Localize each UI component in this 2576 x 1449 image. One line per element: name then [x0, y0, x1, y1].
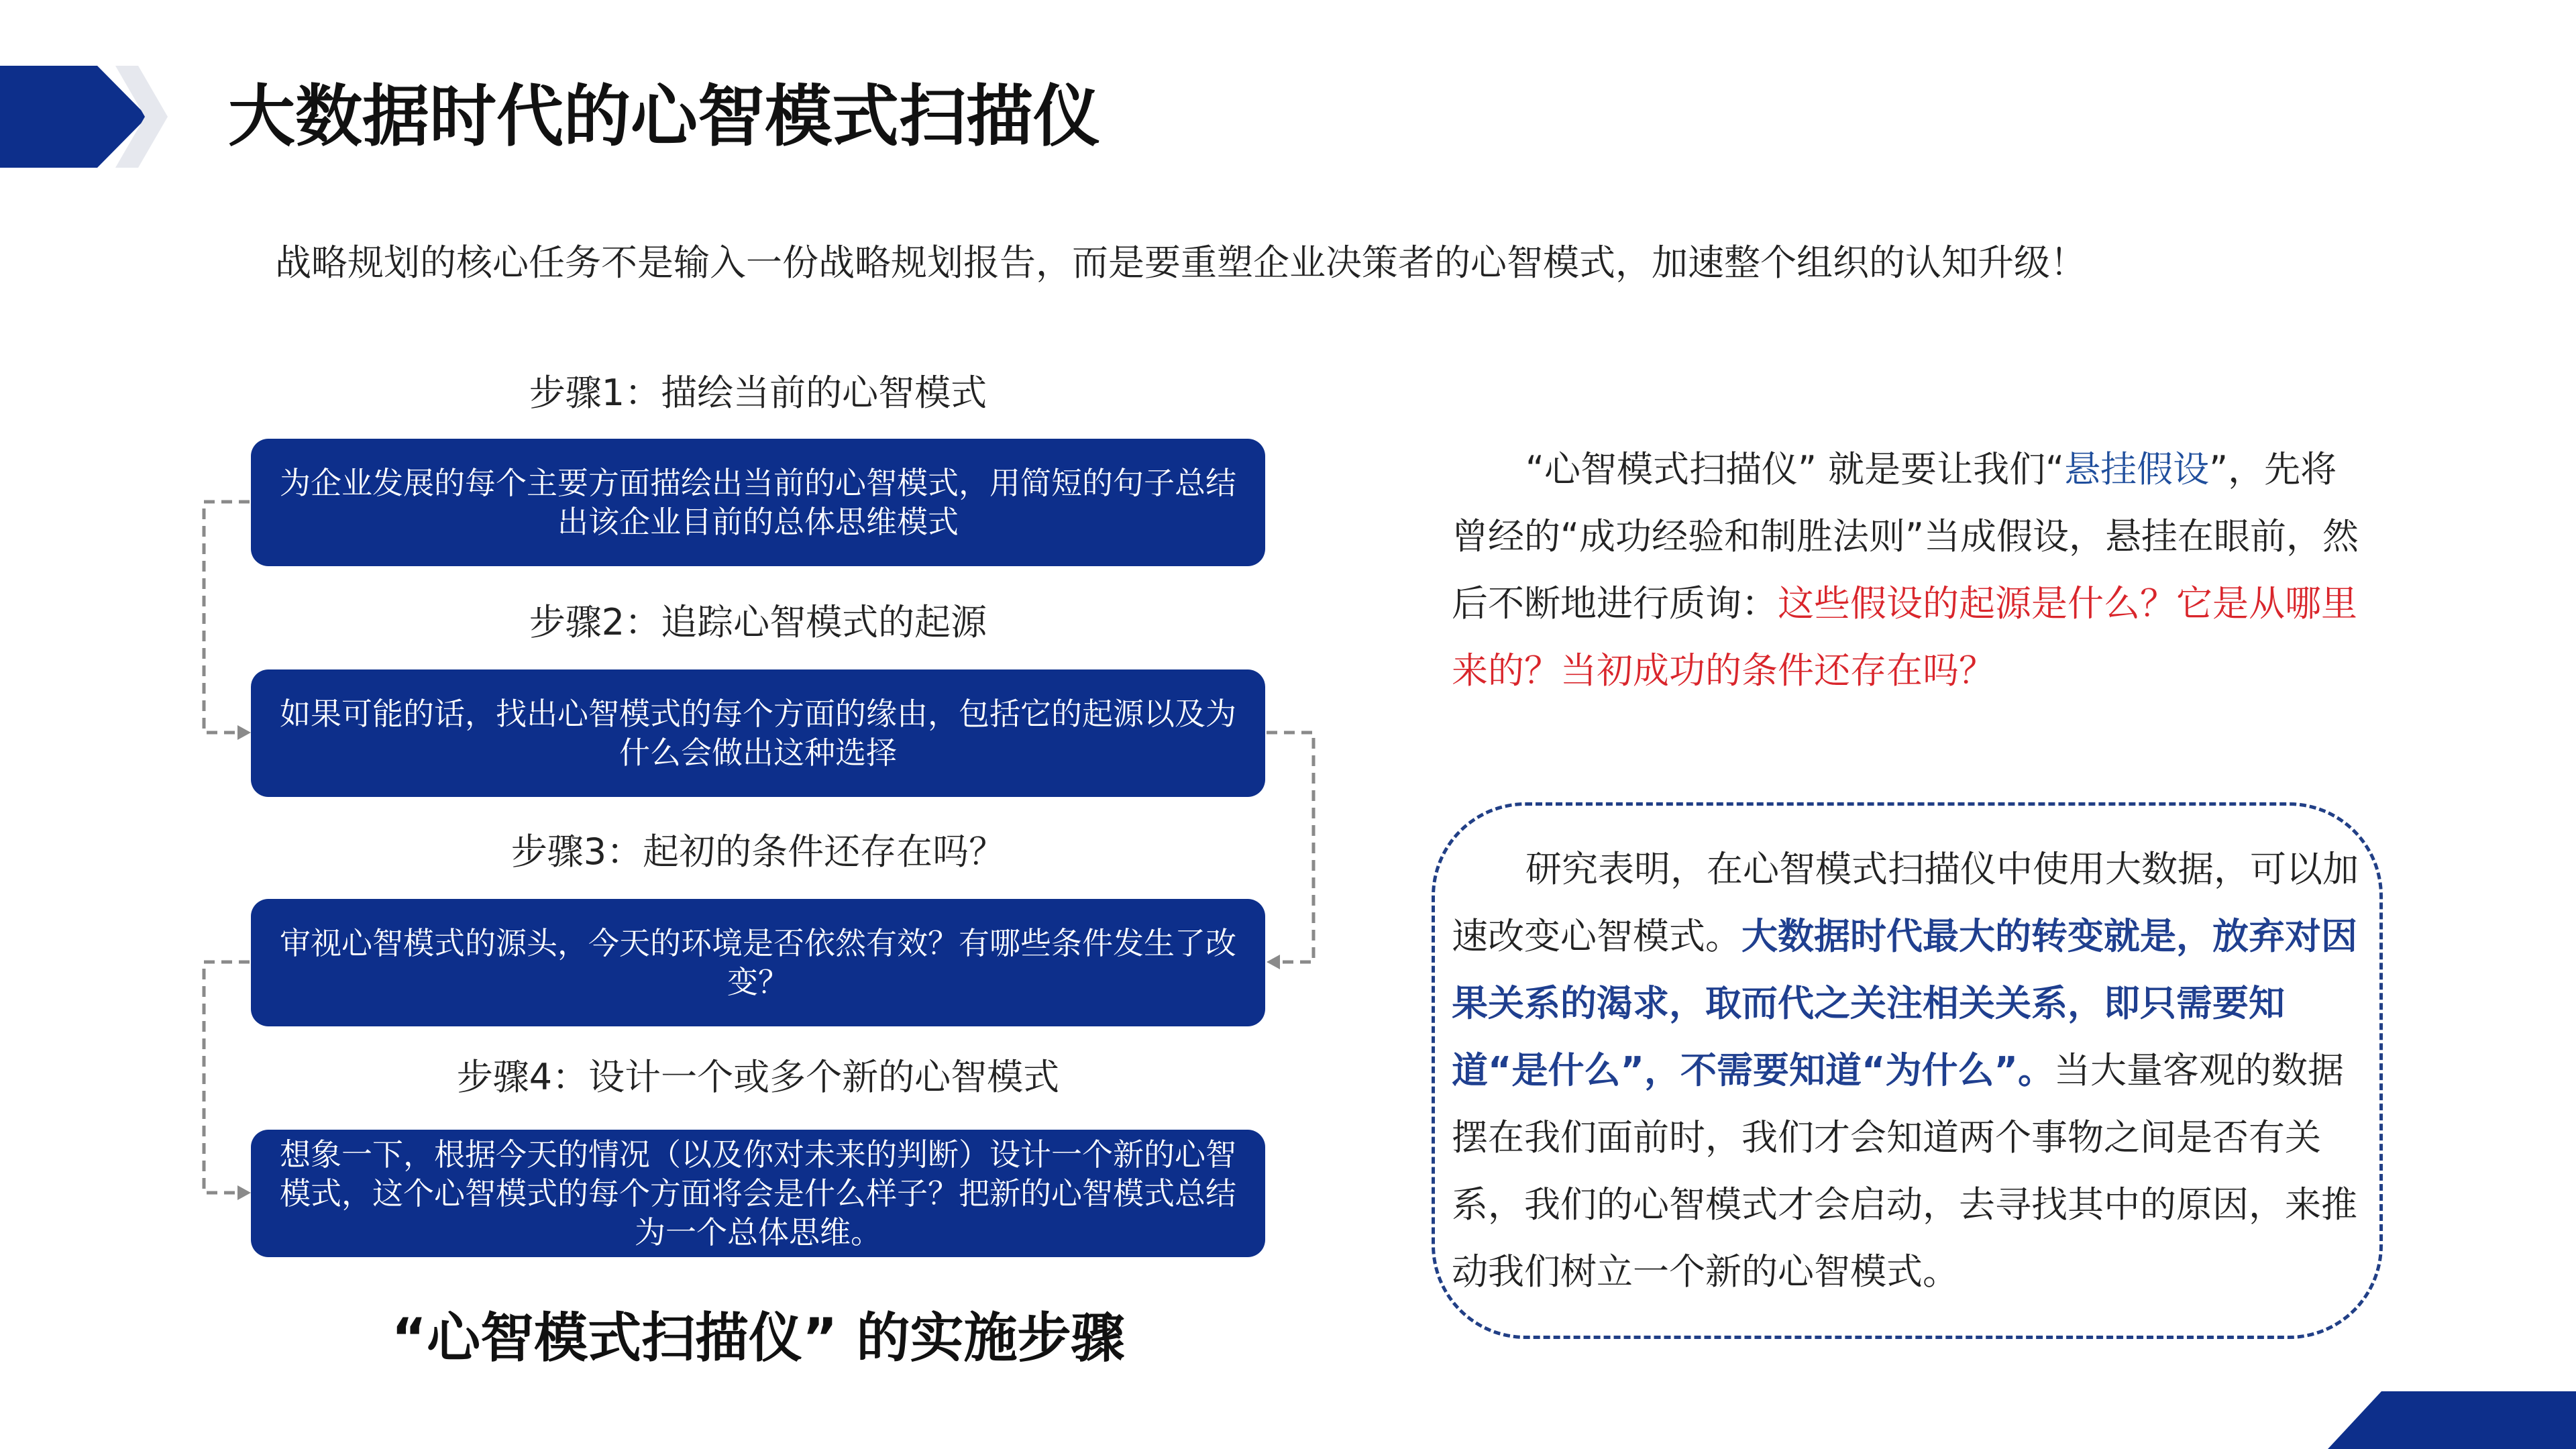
step-1-box: [251, 439, 1265, 566]
paragraph-text: “心智模式扫描仪” 就是要让我们“: [1525, 448, 2065, 490]
highlight-hanging-assumption: 悬挂假设: [2064, 448, 2210, 490]
connector-step2-to-step3: [1267, 733, 1313, 962]
corner-decoration: [2328, 1391, 2576, 1449]
paragraph-text: 研究表明，在心智模式扫描仪中使用大数据，可以加速改变心智模式。: [1452, 848, 2359, 957]
highlight-questions: 这些假设的起源是什么？它是从哪里来的？当初成功的条件还存在吗？: [1452, 582, 2357, 692]
arrowhead-step3: [1267, 955, 1280, 969]
paragraph-text: ”，先将曾经的“成功经验和制胜法则”当成假设，悬挂在眼前，然后不断地进行质询：: [1452, 448, 2359, 625]
page-title: 大数据时代的心智模式扫描仪: [228, 77, 1100, 156]
step-1-label: 步骤1：描绘当前的心智模式: [529, 372, 987, 414]
header-chevron-decoration: [0, 66, 168, 168]
connector-step1-to-step2: [204, 502, 250, 733]
big-data-paragraph: [1452, 836, 2361, 1305]
step-4-text: 想象一下，根据今天的情况（以及你对未来的判断）设计一个新的心智模式，这个心智模式的每个方面将会是什么样子？把新的心智模式总结为一个总体思维。: [280, 1136, 1236, 1250]
highlight-big-data-shift: 大数据时代最大的转变就是，放弃对因果关系的渴求，取而代之关注相关关系，即只需要知道“是什么”，不需要知道“为什么”。: [1452, 915, 2357, 1091]
arrowhead-step2: [237, 725, 251, 740]
step-2-label: 步骤2：追踪心智模式的起源: [529, 601, 987, 643]
arrowhead-step4: [237, 1185, 251, 1200]
hanging-assumption-paragraph: [1452, 436, 2361, 704]
step-1-text: 为企业发展的每个主要方面描绘出当前的心智模式，用简短的句子总结出该企业目前的总体思维模式: [280, 465, 1236, 540]
connector-step3-to-step4: [204, 962, 250, 1193]
step-3-box: [251, 899, 1265, 1026]
step-2-text: 如果可能的话，找出心智模式的每个方面的缘由，包括它的起源以及为什么会做出这种选择: [280, 696, 1236, 771]
step-3-label: 步骤3：起初的条件还存在吗？: [511, 830, 1006, 873]
step-2-box: [251, 669, 1265, 797]
step-4-label: 步骤4：设计一个或多个新的心智模式: [456, 1056, 1060, 1098]
subtitle: 战略规划的核心任务不是输入一份战略规划报告，而是要重塑企业决策者的心智模式，加速整个组织的认知升级！: [275, 241, 2086, 284]
step-4-box: [251, 1130, 1265, 1257]
step-3-text: 审视心智模式的源头，今天的环境是否依然有效？有哪些条件发生了改变？: [280, 925, 1236, 1000]
diagram-caption: “心智模式扫描仪” 的实施步骤: [391, 1307, 1125, 1369]
paragraph-text: 当大量客观的数据摆在我们面前时，我们才会知道两个事物之间是否有关系，我们的心智模式才会启动，去寻找其中的原因，来推动我们树立一个新的心智模式。: [1452, 1049, 2357, 1293]
